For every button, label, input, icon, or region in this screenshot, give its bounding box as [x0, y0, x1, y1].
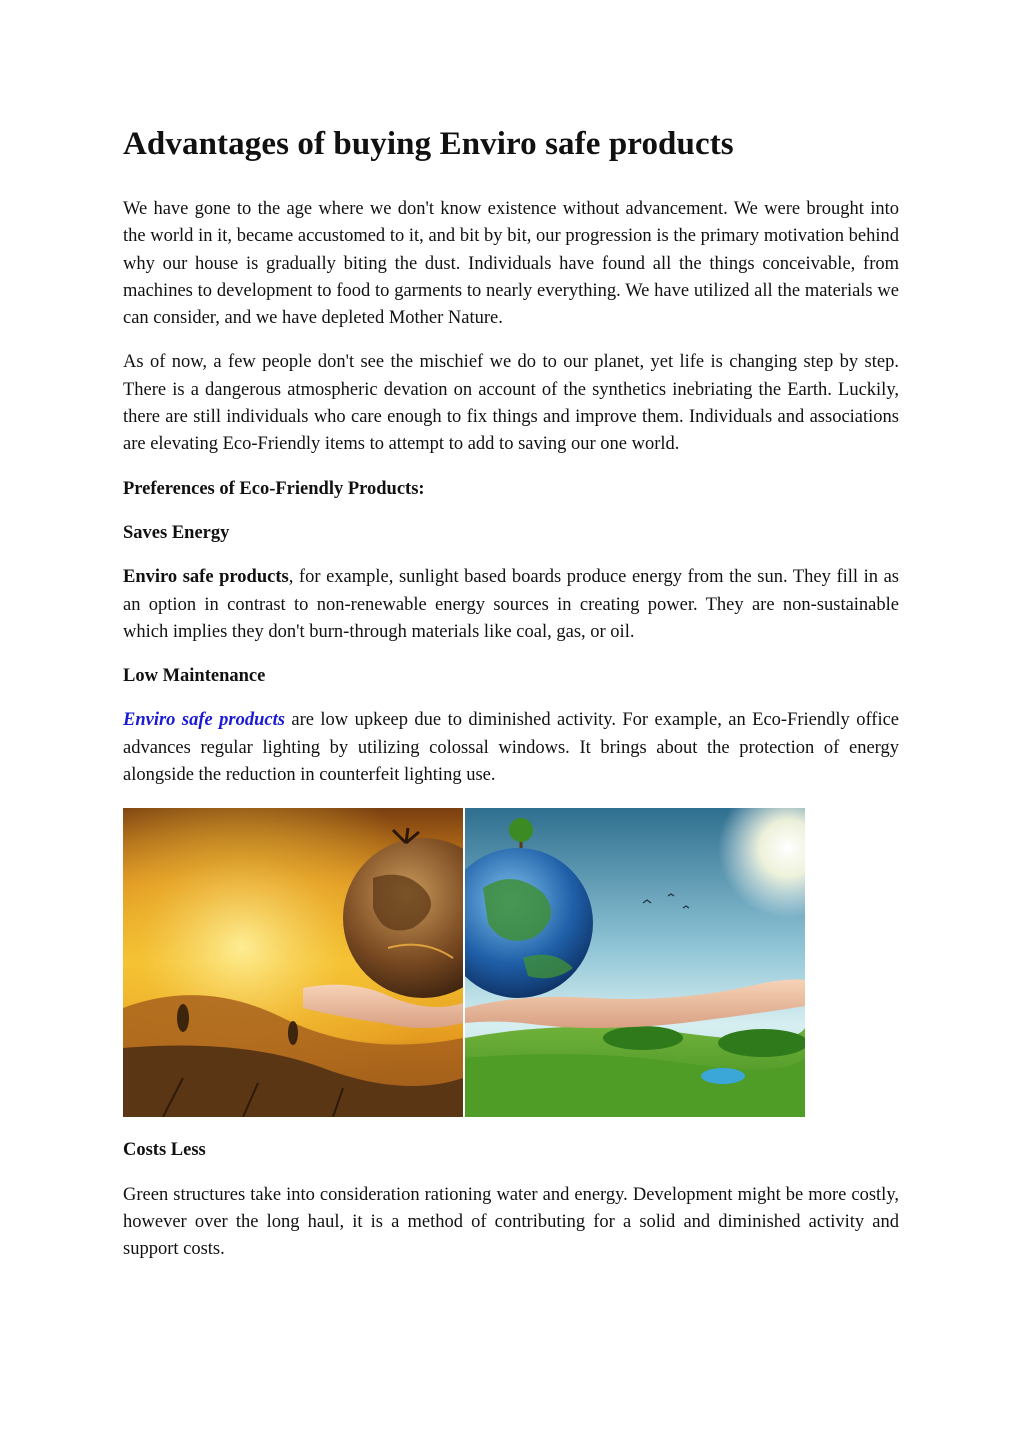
- second-paragraph: As of now, a few people don't see the mischief we do to our planet, yet life is changing step by step. There is a dangerous atmospheric devation on account of the synthetics inebriating the Earth. Luckily, there are still individuals who care enough to fix things and improve them. Individuals and associations are elevating Eco-Friendly items to attempt to add to saving our one world.: [123, 352, 899, 455]
- heading-costs-less: Costs Less: [123, 1140, 206, 1161]
- low-maintenance-paragraph: [123, 707, 899, 789]
- low-maintenance-text: are low upkeep due to diminished activity. For example, an Eco-Friendly office advances regular lighting by utilizing colossal windows. It brings about the protection of energy alongside the reduction in counterfeit lighting use.: [123, 710, 900, 786]
- earth-comparison-image: [123, 808, 805, 1117]
- page-title: Advantages of buying Enviro safe products: [123, 126, 734, 162]
- heading-saves-energy: Saves Energy: [123, 522, 230, 543]
- saves-energy-text: , for example, sunlight based boards produce energy from the sun. They fill in as an option in contrast to non-renewable energy sources in creating power. They are non-sustainable which implies they don't burn-through materials like coal, gas, or oil.: [123, 567, 900, 642]
- heading-low-maintenance: Low Maintenance: [123, 666, 266, 687]
- intro-paragraph: We have gone to the age where we don't know existence without advancement. We were brought into the world in it, became accustomed to it, and bit by bit, our progression is the primary motivation behind why our house is gradually biting the dust. Individuals have found all the things conceivable, from machines to development to food to garments to nearly everything. We have utilized all the materials we can consider, and we have depleted Mother Nature.: [123, 199, 899, 329]
- document-page: [123, 122, 899, 1281]
- heading-preferences: Preferences of Eco-Friendly Products:: [123, 478, 425, 499]
- saves-energy-paragraph: [123, 564, 899, 646]
- polluted-vs-green-earth-illustration: [123, 808, 805, 1117]
- costs-less-paragraph: Green structures take into consideration rationing water and energy. Development might be more costly, however over the long haul, it is a method of contributing for a solid and diminished activity and support costs.: [123, 1184, 899, 1260]
- enviro-safe-products-link[interactable]: Enviro safe products: [123, 710, 285, 731]
- bold-lead-text: Enviro safe products: [123, 567, 289, 588]
